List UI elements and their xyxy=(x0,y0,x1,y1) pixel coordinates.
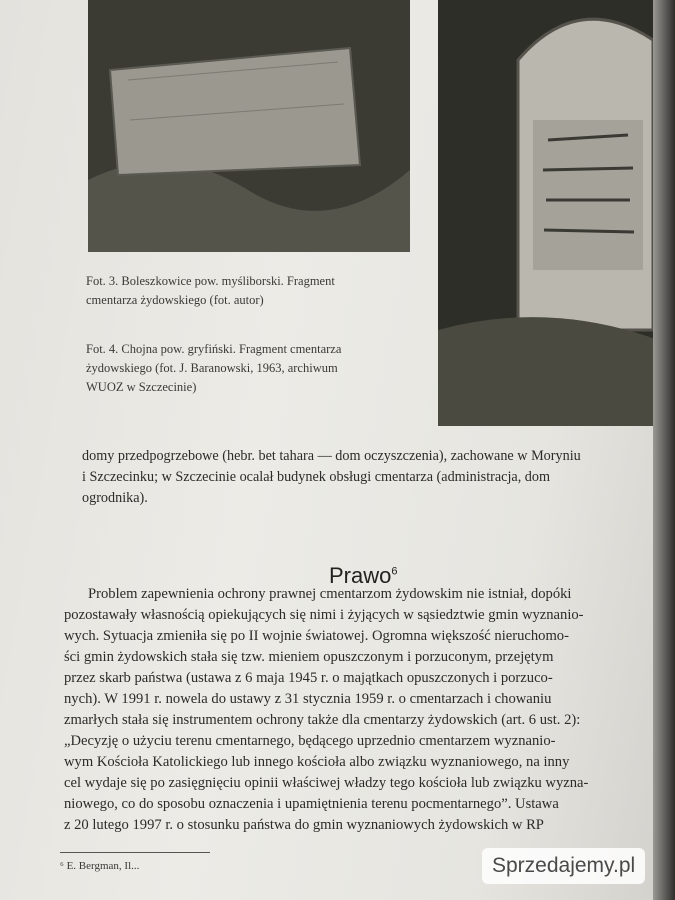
caption-line: WUOZ w Szczecinie) xyxy=(86,380,197,394)
text-line: cel wydaje się po zasięgnięciu opinii właściwej władzy tego kościoła lub związku wyzna- xyxy=(64,775,589,791)
text-line: domy przedpogrzebowe (hebr. bet tahara — dom oczyszczenia), zachowane w Moryniu xyxy=(82,448,581,464)
caption-line: Fot. 3. Boleszkowice pow. myśliborski. Fragment xyxy=(86,274,335,288)
page-edge-shadow xyxy=(653,0,675,900)
footnote-ref: 6 xyxy=(391,565,398,578)
text-line: wym Kościoła Katolickiego lub innego kościoła albo związku wyznaniowego, na inny xyxy=(64,754,570,770)
text-line: Problem zapewnienia ochrony prawnej cmentarzom żydowskim nie istniał, dopóki xyxy=(88,586,572,602)
text-line: „Decyzję o użyciu terenu cmentarnego, będącego uprzednio cmentarzem wyznanio- xyxy=(64,733,556,749)
caption-fot4 xyxy=(86,340,341,397)
cemetery-photo-chojna xyxy=(438,0,658,426)
gravestone-illustration-icon xyxy=(88,0,410,252)
caption-line: żydowskiego (fot. J. Baranowski, 1963, archiwum xyxy=(86,361,338,375)
text-line: pozostawały własnością opiekujących się nimi i żyjących w sąsiedztwie gmin wyznanio- xyxy=(64,607,584,623)
text-line: przez skarb państwa (ustawa z 6 maja 1945 r. o majątkach opuszczonych i porzuco- xyxy=(64,670,553,686)
text-line: zmarłych stała się instrumentem ochrony także dla cmentarzy żydowskich (art. 6 ust. 2): xyxy=(64,712,581,728)
text-line: ści gmin żydowskich stała się tzw. mieniem opuszczonym i porzuconym, przejętym xyxy=(64,649,554,665)
text-line: niowego, co do sposobu oznaczenia i upamiętnienia terenu pocmentarnego”. Ustawa xyxy=(64,796,559,812)
intro-paragraph xyxy=(82,446,581,509)
text-line: wych. Sytuacja zmieniła się po II wojnie światowej. Ogromna większość nieruchomo- xyxy=(64,628,569,644)
matzevah-illustration-icon xyxy=(438,0,658,426)
caption-line: Fot. 4. Chojna pow. gryfiński. Fragment cmentarza xyxy=(86,342,342,356)
watermark-badge xyxy=(482,848,645,884)
watermark-text: Sprzedajemy.pl xyxy=(492,854,636,877)
heading-title: Prawo xyxy=(329,563,392,588)
caption-line: cmentarza żydowskiego (fot. autor) xyxy=(86,293,264,307)
text-line: nych). W 1991 r. nowela do ustawy z 31 stycznia 1959 r. o cmentarzach i chowaniu xyxy=(64,691,552,707)
section-paragraph xyxy=(64,584,588,836)
footnote-divider xyxy=(60,852,210,853)
footnote: ⁶ E. Bergman, Il... xyxy=(60,860,140,872)
caption-fot3 xyxy=(86,272,335,310)
text-line: i Szczecinku; w Szczecinie ocalał budynek obsługi cmentarza (administracja, dom xyxy=(82,469,551,485)
cemetery-photo-boleszkowice xyxy=(88,0,410,252)
text-line: ogrodnika). xyxy=(82,490,148,506)
text-line: z 20 lutego 1997 r. o stosunku państwa do gmin wyznaniowych żydowskich w RP xyxy=(64,817,544,833)
